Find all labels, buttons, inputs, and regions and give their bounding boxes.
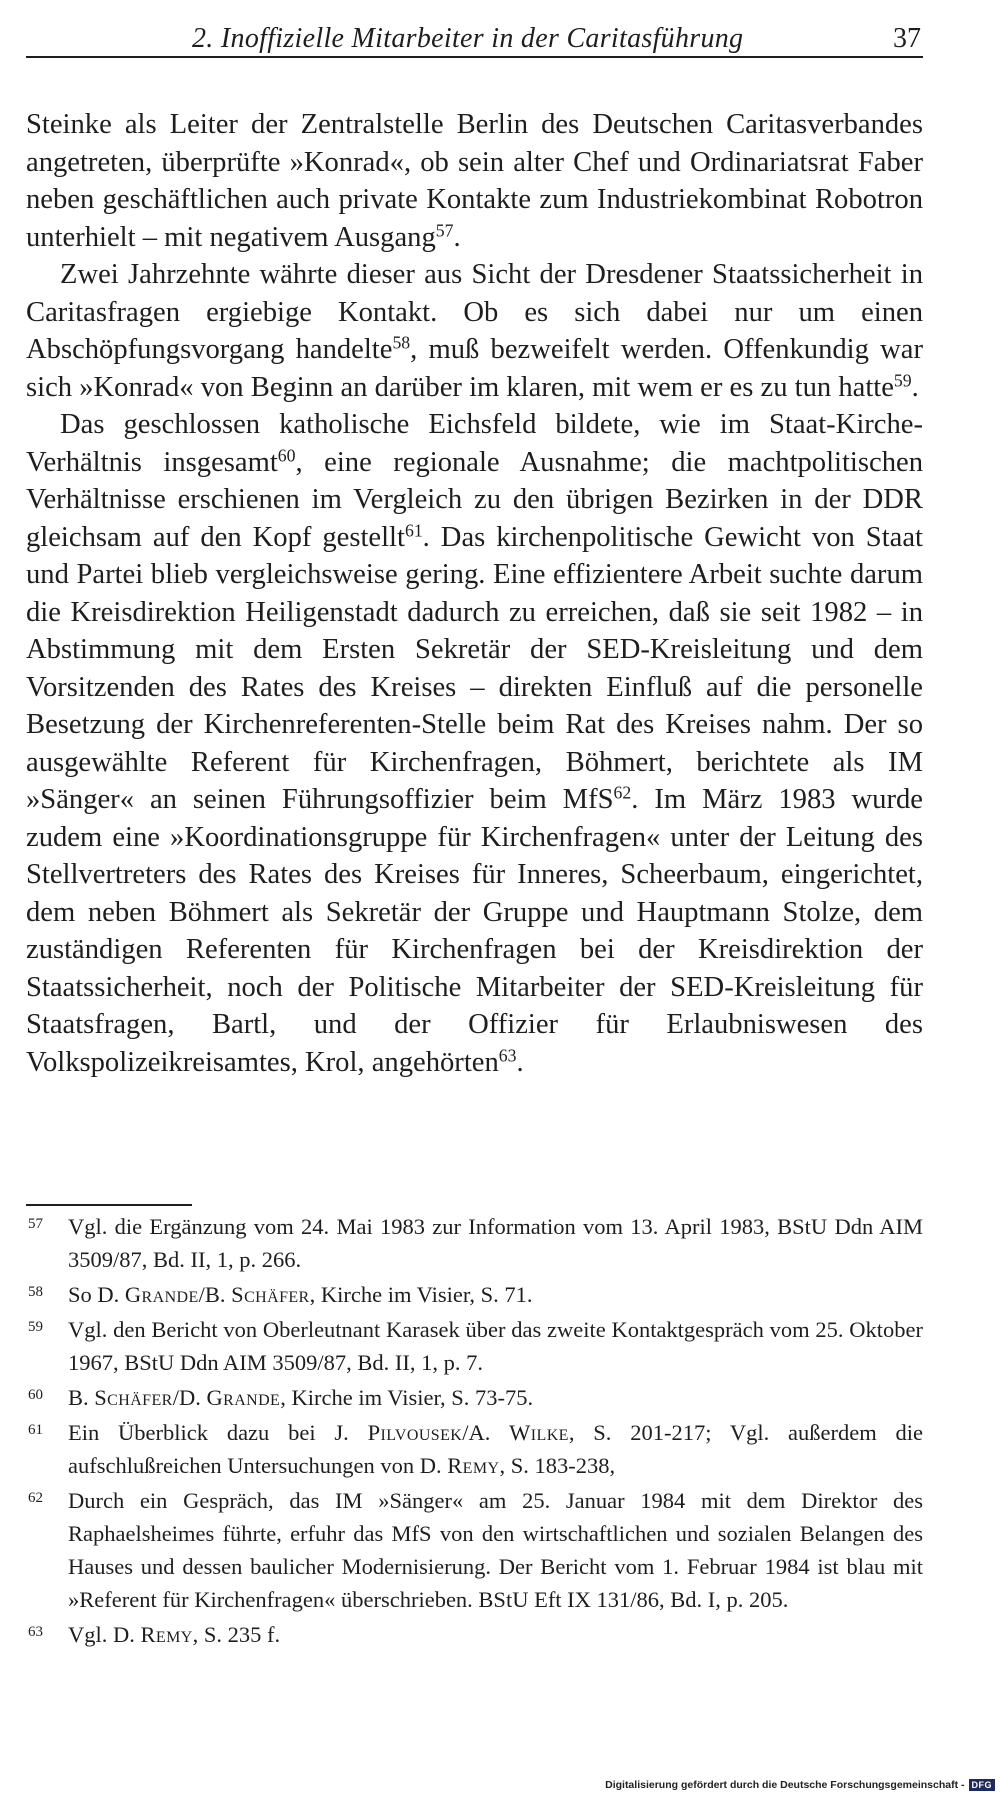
text-run: /D. <box>172 1384 207 1410</box>
text-run: , eine regionale Ausnahme; die machtpolitischen Verhältnisse erschienen im Vergleich zu den übrigen Bezirken in der DDR gleichsam auf den Kopf gestellt <box>26 446 923 553</box>
text-run: , S. 235 f. <box>192 1622 281 1647</box>
text-run: , S. 201-217; Vgl. außerdem die aufschlußreichen Untersuchungen von D. <box>68 1419 924 1478</box>
footnote-62 <box>26 1484 923 1617</box>
text-run: Steinke als Leiter der Zentralstelle Berlin des Deutschen Caritasverbandes angetreten, überprüfte »Konrad«, ob sein alter Chef und Ordinariatsrat Faber neben geschäftlichen auch private Kontakte zum Industriekombinat Robotron unterhielt – mit negativem Ausgang <box>26 109 923 253</box>
main-text <box>26 106 923 1081</box>
author-name: Remy <box>140 1622 193 1647</box>
footnote-text: Durch ein Gespräch, das IM »Sänger« am 25. Januar 1984 mit dem Direktor des Raphaelsheimes führte, erfuhr das MfS von den wirtschaftlichen und sozialen Belangen des Hauses und dessen baulicher Modernisierung. Der Bericht vom 1. Februar 1984 ist blau mit »Referent für Kirchenfragen« überschrieben. BStU Eft IX 131/86, Bd. I, p. 205. <box>68 1487 923 1613</box>
running-header <box>26 24 923 58</box>
chapter-title: 2. Inoffizielle Mitarbeiter in der Caritasführung <box>192 23 744 54</box>
author-name: Schäfer <box>231 1282 310 1307</box>
footnote-number: 62 <box>28 1489 43 1506</box>
text-run: Das geschlossen katholische Eichsfeld bildete, wie im Staat-Kirche-Verhältnis insgesamt <box>26 409 923 478</box>
text-run: Vgl. D. <box>68 1622 141 1647</box>
text-run: . <box>516 1046 524 1078</box>
footnote-separator <box>26 1204 192 1206</box>
footnote-60 <box>26 1381 923 1414</box>
author-name: Grande <box>124 1282 199 1307</box>
text-run: , S. 183-238, <box>499 1452 616 1478</box>
footnote-number: 63 <box>28 1624 43 1640</box>
footnote-61 <box>26 1416 923 1482</box>
footnote-number: 59 <box>28 1318 43 1335</box>
footnote-number: 57 <box>28 1216 43 1232</box>
footnote-63 <box>26 1618 923 1651</box>
text-run: . Im März 1983 wurde zudem eine »Koordinationsgruppe für Kirchenfragen« unter der Leitung des Stellvertreters des Rates des Kreises für Inneres, Scheerbaum, eingerichtet, dem neben Böhmert als Sekretär der Gruppe und Hauptmann Stolze, dem zuständigen Referenten für Kirchenfragen bei der Kreisdirektion der Staatssicherheit, noch der Politische Mitarbeiter der SED-Kreisleitung für Staatsfragen, Bartl, und der Offizier für Erlaubniswesen des Volkspolizeikreisamtes, Krol, angehörten <box>26 784 923 1078</box>
footnote-text <box>68 1420 923 1478</box>
footnote-text: Vgl. den Bericht von Oberleutnant Karasek über das zweite Kontaktgespräch vom 25. Oktober 1967, BStU Ddn AIM 3509/87, Bd. II, 1, p. 7. <box>68 1316 923 1375</box>
footnote-number: 60 <box>28 1386 43 1403</box>
author-name: Pilvousek <box>367 1419 463 1445</box>
footnote-59 <box>26 1313 923 1379</box>
author-name: Wilke <box>509 1419 569 1445</box>
footnote-ref-60[interactable]: 60 <box>277 444 296 465</box>
footnote-number: 61 <box>28 1421 43 1438</box>
footnote-58 <box>26 1278 923 1311</box>
footnote-ref-59[interactable]: 59 <box>893 369 912 390</box>
paragraph-2 <box>26 256 923 406</box>
digitization-credit <box>605 1779 995 1791</box>
text-run: , Kirche im Visier, S. 73-75. <box>280 1384 534 1410</box>
text-run: B. <box>68 1384 95 1410</box>
author-name: Remy <box>447 1452 500 1478</box>
footnote-ref-63[interactable]: 63 <box>498 1044 517 1065</box>
text-run: /B. <box>198 1282 232 1307</box>
footnote-number: 58 <box>28 1284 43 1300</box>
footnote-ref-57[interactable]: 57 <box>435 219 454 240</box>
footnote-text <box>68 1385 533 1410</box>
footnote-ref-62[interactable]: 62 <box>613 782 632 803</box>
page-number: 37 <box>893 23 921 54</box>
footnote-text: Vgl. die Ergänzung vom 24. Mai 1983 zur Information vom 13. April 1983, BStU Ddn AIM 3509/87, Bd. II, 1, p. 266. <box>68 1214 923 1273</box>
text-run: /A. <box>462 1419 510 1445</box>
dfg-logo: DFG <box>969 1779 996 1791</box>
paragraph-1 <box>26 106 923 256</box>
text-run: Ein Überblick dazu bei J. <box>68 1419 368 1445</box>
text-run: , Kirche im Visier, S. 71. <box>309 1282 533 1307</box>
text-run: , muß bezweifelt werden. Offenkundig war sich »Konrad« von Beginn an darüber im klaren, mit wem er es zu tun hatte <box>26 334 923 403</box>
author-name: Grande <box>206 1384 281 1410</box>
footnote-ref-58[interactable]: 58 <box>392 332 411 353</box>
text-run: . Das kirchenpolitische Gewicht von Staat und Partei blieb vergleichsweise gering. Eine effizientere Arbeit suchte darum die Kreisdirektion Heiligenstadt dadurch zu erreichen, daß sie seit 1982 – in Abstimmung mit dem Ersten Sekretär der SED-Kreisleitung und dem Vorsitzenden des Rates des Kreises – direkten Einfluß auf die personelle Besetzung der Kirchenreferenten-Stelle beim Rat des Kreises nahm. Der so ausgewählte Referent für Kirchenfragen, Böhmert, berichtete als IM »Sänger« an seinen Führungsoffizier beim MfS <box>26 521 923 815</box>
text-run: . <box>911 371 919 403</box>
paragraph-3 <box>26 406 923 1081</box>
author-name: Schäfer <box>94 1384 173 1410</box>
footnote-57 <box>26 1210 923 1276</box>
footnote-text <box>68 1282 533 1307</box>
text-run: . <box>453 221 461 253</box>
footnote-text <box>68 1622 280 1647</box>
footnotes <box>26 1210 923 1653</box>
footnote-ref-61[interactable]: 61 <box>404 519 423 540</box>
text-run: Zwei Jahrzehnte währte dieser aus Sicht der Dresdener Staatssicherheit in Caritasfragen ergiebige Kontakt. Ob es sich dabei nur um einen Abschöpfungsvorgang handelte <box>26 259 923 365</box>
text-run: So D. <box>68 1282 125 1307</box>
credit-text: Digitalisierung gefördert durch die Deutsche Forschungsgemeinschaft - <box>605 1779 965 1791</box>
